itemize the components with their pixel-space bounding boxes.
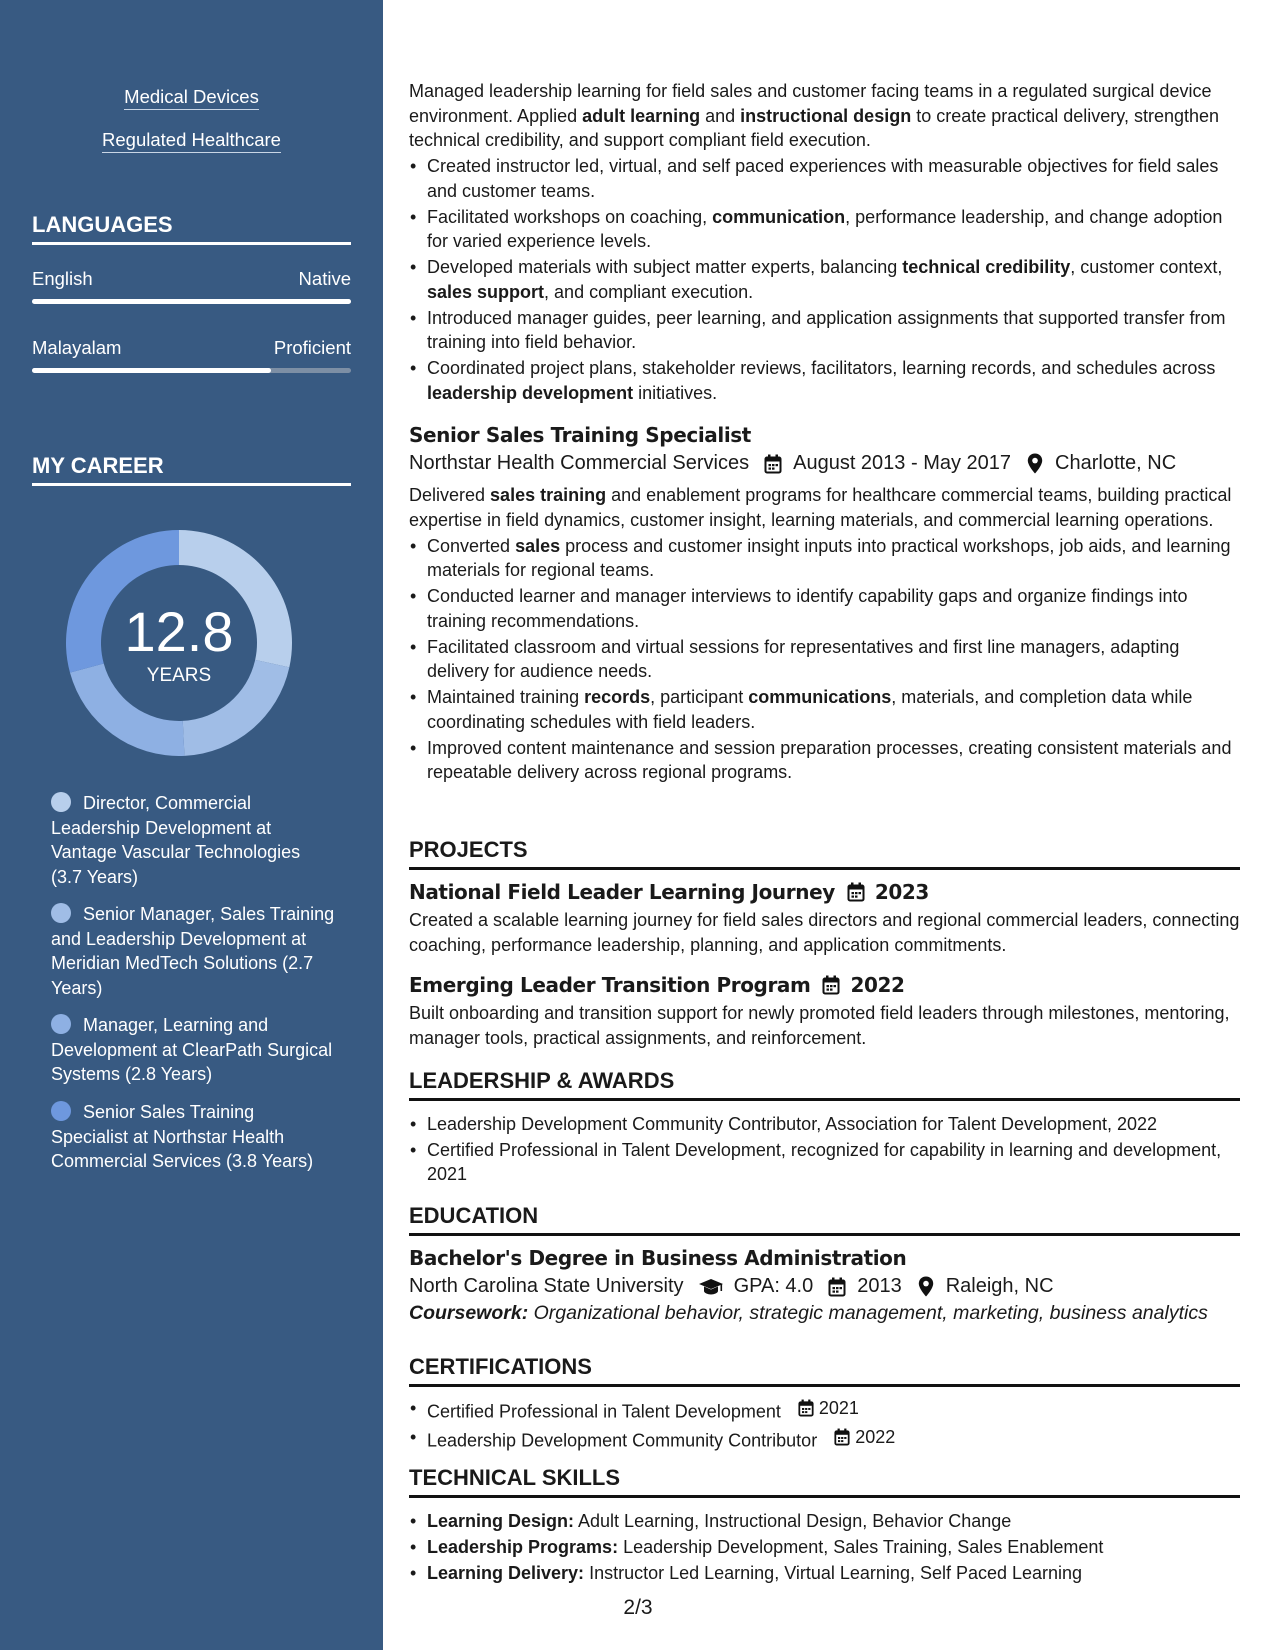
school-location: Raleigh, NC [945, 1275, 1054, 1297]
career-item: Senior Manager, Sales Training and Leadership Development at Meridian MedTech Solutions (2.7 Years) [51, 904, 335, 998]
project-title: Emerging Leader Transition Program [409, 973, 811, 997]
language-row [32, 268, 351, 290]
language-level: Proficient [273, 337, 351, 358]
language-bar [32, 299, 351, 304]
job-bullet: • Coordinated project plans, stakeholder reviews, facilitators, learning records, and schedules across leadership development initiatives. [409, 356, 1240, 405]
coursework: Coursework: Organizational behavior, strategic management, marketing, business analytics [409, 1302, 1208, 1324]
job-bullet: • Created instructor led, virtual, and self paced experiences with measurable objectives for field sales and customer teams. [409, 154, 1240, 203]
job-bullets [409, 154, 1240, 405]
job-title: Senior Sales Training Specialist [409, 423, 751, 447]
project-entry [409, 880, 1240, 957]
school-name: North Carolina State University [409, 1275, 684, 1297]
certification-item: • Certified Professional in Talent Development 2021 [409, 1396, 1240, 1424]
job-location: Charlotte, NC [1055, 452, 1177, 474]
projects-heading: PROJECTS [409, 837, 1240, 870]
calendar-icon [834, 1428, 850, 1446]
project-title-row [409, 973, 1240, 997]
job-bullet: • Facilitated classroom and virtual sessions for representatives and first line managers, adapting delivery for audience needs. [409, 635, 1240, 684]
project-description: Built onboarding and transition support for newly promoted field leaders through milestones, mentoring, manager tools, practical assignments, and reinforcement. [409, 1003, 1230, 1048]
education-meta [409, 1275, 1240, 1298]
language-name: English [32, 268, 93, 289]
certifications-list [409, 1394, 1240, 1453]
language-bar [32, 368, 351, 373]
job-bullet: • Facilitated workshops on coaching, communication, performance leadership, and change adoption for varied experience levels. [409, 205, 1240, 254]
career-item: Senior Sales Training Specialist at Northstar Health Commercial Services (3.8 Years) [51, 1102, 314, 1171]
job-entry [409, 423, 1240, 785]
job-summary: Managed leadership learning for field sales and customer facing teams in a regulated surgical device environment. Applied adult learning and instructional design to create practical delivery, strengthen technical credibility, and support compliant field execution. [409, 81, 1220, 150]
education-entry [409, 1246, 1240, 1325]
job-bullet: • Maintained training records, participant communications, materials, and completion data while coordinating schedules with field leaders. [409, 685, 1240, 734]
career-dot [51, 903, 71, 923]
degree-title: Bachelor's Degree in Business Administration [409, 1246, 907, 1270]
skill-item: • Learning Delivery: Instructor Led Learning, Virtual Learning, Self Paced Learning [409, 1561, 1240, 1586]
language-bar-fill [32, 368, 271, 373]
graduation-cap-icon [698, 1276, 724, 1298]
career-dot [51, 792, 71, 812]
skills-heading: TECHNICAL SKILLS [409, 1465, 1240, 1498]
skill-item: Regulated Healthcare [0, 129, 383, 151]
awards-list [409, 1110, 1240, 1187]
job-bullet: • Conducted learner and manager interviews to identify capability gaps and organize findings into training recommendations. [409, 584, 1240, 633]
skill-item: Medical Devices [0, 86, 383, 108]
previous-job-continuation [409, 79, 1240, 405]
calendar-icon [827, 1276, 847, 1298]
job-bullet: • Developed materials with subject matter experts, balancing technical credibility, customer context, sales support, and compliant execution. [409, 255, 1240, 304]
gpa: GPA: 4.0 [733, 1275, 814, 1297]
career-total-unit: YEARS [146, 665, 212, 686]
education-heading: EDUCATION [409, 1203, 1240, 1236]
skills-list [409, 1507, 1240, 1585]
project-year: 2022 [850, 973, 905, 997]
job-bullets [409, 534, 1240, 785]
certifications-heading: CERTIFICATIONS [409, 1354, 1240, 1387]
graduation-year: 2013 [857, 1275, 902, 1297]
project-title-row [409, 880, 1240, 904]
award-item: • Certified Professional in Talent Development, recognized for capability in learning and development, 2021 [409, 1138, 1240, 1187]
language-row [32, 337, 351, 359]
project-year: 2023 [874, 880, 929, 904]
job-summary: Delivered sales training and enablement programs for healthcare commercial teams, building practical expertise in field dynamics, customer insight, learning materials, and commercial learning operations. [409, 485, 1232, 530]
certification-date: 2021 [798, 1396, 859, 1421]
map-pin-icon [916, 1276, 936, 1298]
languages-heading: LANGUAGES [32, 212, 351, 245]
job-bullet: • Introduced manager guides, peer learning, and application assignments that supported transfer from training into field behavior. [409, 306, 1240, 355]
career-total-value: 12.8 [124, 600, 234, 663]
calendar-icon [847, 882, 867, 902]
career-heading: MY CAREER [32, 453, 351, 486]
sidebar [0, 0, 383, 1650]
career-dot [51, 1101, 71, 1121]
calendar-icon [763, 453, 783, 475]
career-item: Director, Commercial Leadership Development at Vantage Vascular Technologies (3.7 Years) [51, 793, 301, 887]
job-company: Northstar Health Commercial Services [409, 452, 750, 474]
project-description: Created a scalable learning journey for field sales directors and regional commercial leaders, connecting coaching, performance leadership, planning, and application commitments. [409, 910, 1240, 955]
award-item: • Leadership Development Community Contributor, Association for Talent Development, 2022 [409, 1112, 1240, 1137]
calendar-icon [822, 975, 842, 995]
job-bullet: • Converted sales process and customer insight inputs into practical workshops, job aids, and learning materials for regional teams. [409, 534, 1240, 583]
calendar-icon [798, 1399, 814, 1417]
certification-item: • Leadership Development Community Contributor 2022 [409, 1425, 1240, 1453]
page-number: 2/3 [623, 1596, 653, 1619]
language-name: Malayalam [32, 337, 122, 358]
map-pin-icon [1025, 453, 1045, 475]
job-meta [409, 452, 1240, 475]
language-bar-fill [32, 299, 351, 304]
job-dates: August 2013 - May 2017 [793, 452, 1012, 474]
project-title: National Field Leader Learning Journey [409, 880, 835, 904]
project-entry [409, 973, 1240, 1050]
skill-item: • Learning Design: Adult Learning, Instructional Design, Behavior Change [409, 1509, 1240, 1534]
awards-heading: LEADERSHIP & AWARDS [409, 1068, 1240, 1101]
career-item: Manager, Learning and Development at ClearPath Surgical Systems (2.8 Years) [51, 1015, 333, 1084]
language-level: Native [298, 268, 351, 289]
job-bullet: • Improved content maintenance and session preparation processes, creating consistent materials and repeatable delivery across regional programs. [409, 736, 1240, 785]
certification-date: 2022 [834, 1425, 895, 1450]
skill-item: • Leadership Programs: Leadership Development, Sales Training, Sales Enablement [409, 1535, 1240, 1560]
career-dot [51, 1014, 71, 1034]
